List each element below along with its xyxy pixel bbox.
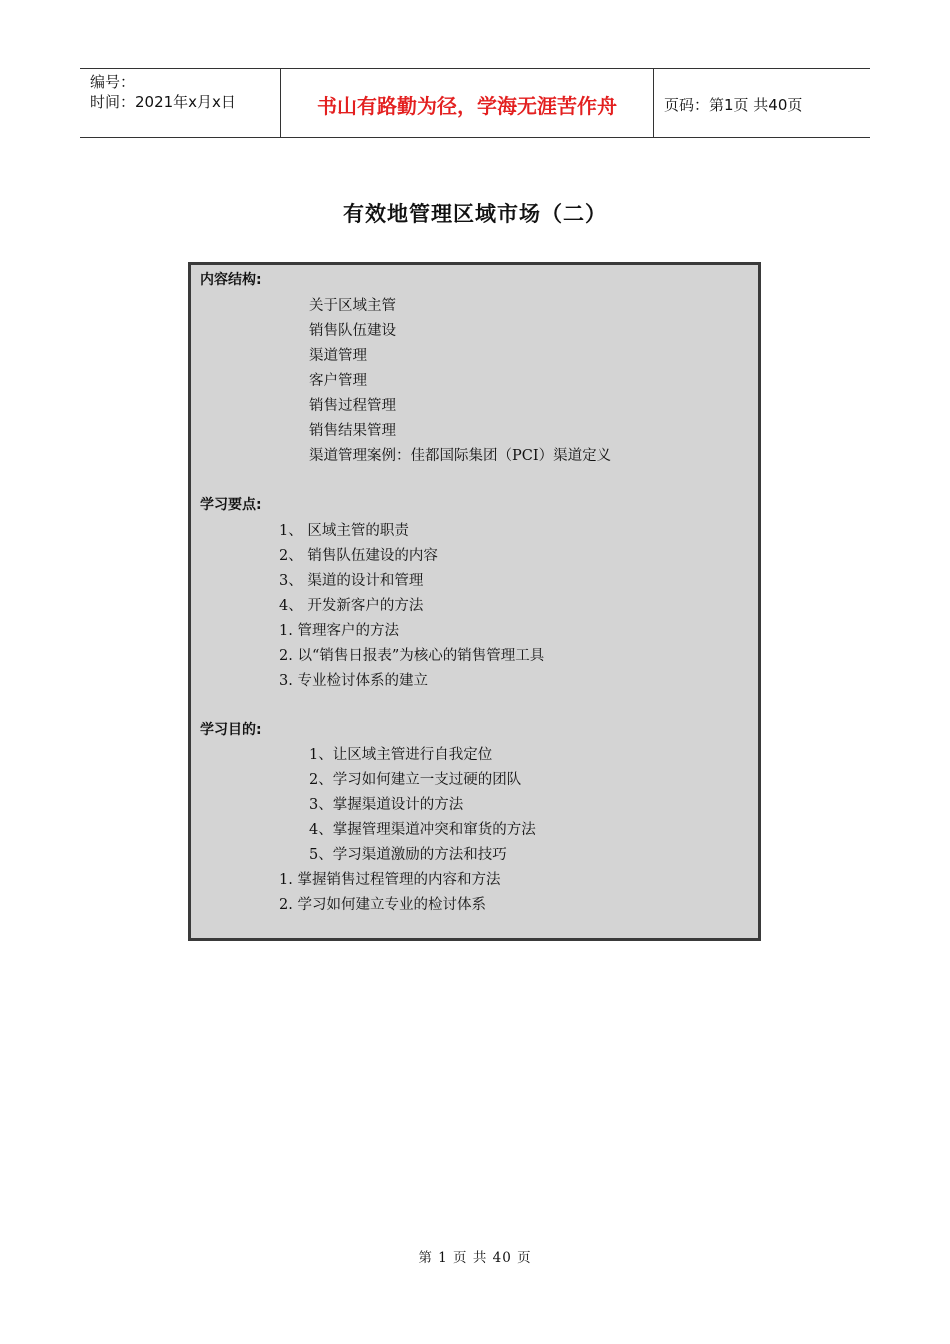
structure-item: 销售队伍建设 bbox=[309, 323, 396, 339]
structure-item: 渠道管理案例：佳都国际集团（PCI）渠道定义 bbox=[309, 448, 612, 464]
key-point-item: 1、 区域主管的职责 bbox=[279, 523, 409, 539]
time-label: 时间：2021年x月x日 bbox=[90, 93, 236, 111]
motto-cell bbox=[281, 69, 654, 137]
objective-item: 5、学习渠道激励的方法和技巧 bbox=[309, 847, 507, 863]
objective-item: 1. 掌握销售过程管理的内容和方法 bbox=[279, 872, 501, 888]
motto-text: 书山有路勤为径，学海无涯苦作舟 bbox=[317, 93, 617, 118]
structure-heading: 内容结构: bbox=[200, 272, 262, 288]
number-label: 编号： bbox=[90, 73, 136, 91]
key-points-heading: 学习要点: bbox=[200, 497, 262, 513]
key-point-item: 1. 管理客户的方法 bbox=[279, 623, 399, 639]
objective-item: 2、学习如何建立一支过硬的团队 bbox=[309, 772, 522, 788]
objective-item: 3、掌握渠道设计的方法 bbox=[309, 797, 464, 813]
page-info-cell bbox=[654, 69, 870, 137]
structure-item: 销售过程管理 bbox=[309, 398, 396, 414]
structure-item: 客户管理 bbox=[309, 373, 367, 389]
key-point-item: 3、 渠道的设计和管理 bbox=[279, 573, 424, 589]
content-box bbox=[188, 262, 761, 941]
header-table bbox=[80, 68, 870, 138]
objective-item: 2. 学习如何建立专业的检讨体系 bbox=[279, 897, 486, 913]
page-footer: 第 1 页 共 40 页 bbox=[418, 1250, 532, 1266]
structure-item: 销售结果管理 bbox=[309, 423, 396, 439]
objective-item: 1、让区域主管进行自我定位 bbox=[309, 747, 493, 763]
page-info-text: 页码：第1页 共40页 bbox=[664, 95, 803, 114]
objective-item: 4、掌握管理渠道冲突和窜货的方法 bbox=[309, 822, 536, 838]
objectives-heading: 学习目的: bbox=[200, 722, 262, 738]
structure-item: 关于区域主管 bbox=[309, 298, 396, 314]
key-point-item: 2. 以“销售日报表”为核心的销售管理工具 bbox=[279, 648, 545, 664]
key-point-item: 3. 专业检讨体系的建立 bbox=[279, 673, 428, 689]
document-title: 有效地管理区域市场（二） bbox=[343, 201, 607, 226]
key-point-item: 4、 开发新客户的方法 bbox=[279, 598, 424, 614]
structure-item: 渠道管理 bbox=[309, 348, 367, 364]
key-point-item: 2、 销售队伍建设的内容 bbox=[279, 548, 438, 564]
header-meta-cell bbox=[80, 69, 281, 137]
